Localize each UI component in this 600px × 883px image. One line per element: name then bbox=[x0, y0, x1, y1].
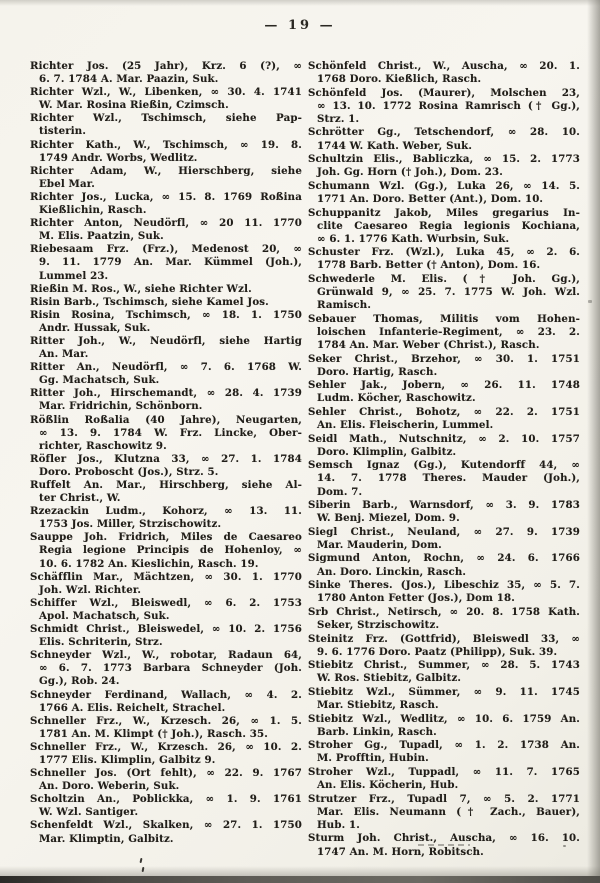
entry-line: W. Mar. Rosina Rießin, Czimsch. bbox=[39, 99, 229, 112]
entry-line: clite Caesareo Regia legionis Kochiana, bbox=[317, 219, 580, 232]
entry-line: 1749 Andr. Worbs, Wedlitz. bbox=[39, 151, 198, 164]
entry-line: 1778 Barb. Better († Anton), Dom. 16. bbox=[317, 259, 541, 272]
register-entry bbox=[308, 526, 580, 552]
entry-line: loischen Infanterie-Regiment, ∞ 23. 2. bbox=[317, 325, 580, 338]
register-entry bbox=[308, 60, 580, 86]
entry-line: Mar. Mauderin, Dom. bbox=[317, 538, 442, 551]
entry-line: Rießin M. Ros., W., siehe Richter Wzl. bbox=[30, 282, 252, 295]
entry-line: ∞ 6. 1. 1776 Kath. Wurbsin, Suk. bbox=[317, 232, 510, 245]
entry-line: Richter Adam, W., Hierschberg, siehe bbox=[30, 164, 302, 177]
entry-line: Mar. Klimptin, Galbitz. bbox=[39, 832, 174, 845]
register-entry bbox=[30, 479, 302, 505]
entry-line: Seidl Math., Nutschnitz, ∞ 2. 10. 1757 bbox=[308, 432, 580, 445]
entry-line: 9. 6. 1776 Doro. Paatz (Philipp), Suk. 39. bbox=[317, 645, 558, 658]
register-entry bbox=[308, 659, 580, 685]
register-entry bbox=[308, 379, 580, 405]
entry-line: Mar. Fridrichin, Schönborn. bbox=[39, 400, 203, 413]
register-entry bbox=[30, 453, 302, 479]
entry-line: Ritter An., Neudörfl, ∞ 7. 6. 1768 W. bbox=[30, 361, 302, 374]
register-entry bbox=[308, 207, 580, 246]
entry-line: ter Christ., W. bbox=[39, 492, 121, 505]
entry-line: Gg.), Rob. 24. bbox=[39, 675, 120, 688]
entry-line: Richter Kath., W., Tschimsch, ∞ 19. 8. bbox=[30, 138, 302, 151]
entry-line: Joh. Gg. Horn († Joh.), Dom. 23. bbox=[317, 166, 503, 179]
entry-line: Ruffelt An. Mar., Hirschberg, siehe Al- bbox=[30, 479, 302, 491]
ink-speck bbox=[588, 300, 592, 303]
entry-line: Hub. 1. bbox=[317, 818, 360, 831]
entry-line: ∞ 13. 9. 1784 W. Frz. Lincke, Ober- bbox=[39, 426, 302, 439]
entry-line: Riebesaam Frz. (Frz.), Medenost 20, ∞ bbox=[30, 243, 302, 256]
register-entry bbox=[308, 686, 580, 712]
entry-line: Richter Wzl., Tschimsch, siehe Pap- bbox=[30, 112, 302, 125]
register-column-right bbox=[308, 60, 580, 876]
entry-line: Srb Christ., Netirsch, ∞ 20. 8. 1758 Kath. bbox=[308, 605, 580, 618]
register-entry bbox=[30, 296, 302, 309]
entry-line: 6. 7. 1784 A. Mar. Paazin, Suk. bbox=[39, 73, 219, 86]
entry-line: Sehler Christ., Bohotz, ∞ 22. 2. 1751 bbox=[308, 405, 580, 418]
entry-line: Schönfeld Christ., W., Auscha, ∞ 20. 1. bbox=[308, 60, 580, 72]
entry-line: Strutzer Frz., Tupadl 7, ∞ 5. 2. 1771 bbox=[308, 792, 580, 805]
register-entry bbox=[308, 713, 580, 739]
entry-line: Seker, Strzischowitz. bbox=[317, 618, 440, 631]
entry-line: tisterin. bbox=[39, 125, 87, 138]
entry-line: Sehler Jak., Jobern, ∞ 26. 11. 1748 bbox=[308, 379, 580, 392]
pencil-dashes bbox=[418, 844, 470, 846]
scan-right-edge bbox=[587, 0, 600, 883]
scan-bottom-band bbox=[0, 876, 600, 883]
entry-line: Röfler Jos., Klutzna 33, ∞ 27. 1. 1784 bbox=[30, 452, 302, 465]
ink-speck bbox=[563, 845, 566, 847]
register-entry bbox=[308, 406, 580, 432]
entry-line: Joh. Wzl. Richter. bbox=[39, 583, 142, 596]
entry-line: Siegl Christ., Neuland, ∞ 27. 9. 1739 bbox=[308, 525, 580, 538]
entry-line: Sigmund Anton, Rochn, ∞ 24. 6. 1766 bbox=[308, 552, 580, 565]
entry-line: Sinke Theres. (Jos.), Libeschiz 35, ∞ 5. 7. bbox=[308, 579, 580, 592]
register-entry bbox=[30, 531, 302, 570]
entry-line: W. Ros. Stiebitz, Galbitz. bbox=[317, 672, 462, 685]
entry-line: Schwederle M. Elis. († Joh. Gg.), bbox=[308, 273, 580, 285]
entry-line: ∞ 6. 7. 1773 Barbara Schneyder (Joh. bbox=[39, 662, 302, 675]
register-entry bbox=[30, 86, 302, 112]
entry-line: Doro. Proboscht (Jos.), Strz. 5. bbox=[39, 465, 219, 478]
register-entry bbox=[308, 87, 580, 126]
scan-bottom-shadow bbox=[0, 866, 600, 876]
entry-line: Mar. Stiebitz, Rasch. bbox=[317, 699, 439, 711]
register-entry bbox=[30, 60, 302, 86]
entry-line: Rzezackin Ludm., Kohorz, ∞ 13. 11. bbox=[30, 505, 302, 518]
register-entry bbox=[30, 767, 302, 793]
entry-line: Siberin Barb., Warnsdorf, ∞ 3. 9. 1783 bbox=[308, 499, 580, 512]
register-entry bbox=[30, 793, 302, 819]
register-entry bbox=[30, 715, 302, 741]
entry-line: Elis. Schriterin, Strz. bbox=[39, 636, 163, 649]
entry-line: 1753 Jos. Miller, Strzischowitz. bbox=[39, 518, 222, 531]
register-entry bbox=[30, 623, 302, 649]
entry-line: Richter Jos. (25 Jahr), Krz. 6 (?), ∞ bbox=[30, 60, 302, 72]
entry-line: Schneyder Ferdinand, Wallach, ∞ 4. 2. bbox=[30, 688, 302, 701]
entry-line: Schenfeldt Wzl., Skalken, ∞ 27. 1. 1750 bbox=[30, 819, 302, 832]
entry-line: richter, Raschowitz 9. bbox=[39, 439, 167, 452]
register-entry bbox=[30, 741, 302, 767]
entry-line: Apol. Machatsch, Suk. bbox=[39, 609, 170, 622]
scan-top-edge bbox=[0, 0, 600, 6]
entry-line: Risin Barb., Tschimsch, siehe Kamel Jos. bbox=[30, 295, 269, 308]
entry-line: Andr. Hussak, Suk. bbox=[39, 321, 151, 334]
entry-line: Schneller Frz., W., Krzesch. 26, ∞ 1. 5. bbox=[30, 714, 302, 727]
entry-line: W. Benj. Miezel, Dom. 9. bbox=[317, 512, 460, 525]
entry-line: 1747 An. M. Horn, Robitsch. bbox=[317, 845, 484, 858]
entry-line: Schneller Jos. (Ort fehlt), ∞ 22. 9. 1767 bbox=[30, 767, 302, 780]
entry-line: ∞ 13. 10. 1772 Rosina Ramrisch († Gg.), bbox=[317, 99, 580, 112]
entry-line: Stiebitz Wzl., Wedlitz, ∞ 10. 6. 1759 An. bbox=[308, 712, 580, 725]
register-columns bbox=[30, 60, 580, 876]
entry-line: Schneller Frz., W., Krzesch. 26, ∞ 10. 2. bbox=[30, 740, 302, 753]
entry-line: Seker Christ., Brzehor, ∞ 30. 1. 1751 bbox=[308, 352, 580, 365]
register-entry bbox=[308, 499, 580, 525]
entry-line: An. Doro. Weberin, Suk. bbox=[39, 780, 180, 793]
entry-line: Dom. 7. bbox=[317, 485, 363, 498]
register-entry bbox=[30, 191, 302, 217]
entry-line: 10. 6. 1782 An. Kieslichin, Rasch. 19. bbox=[39, 557, 259, 570]
entry-line: Stiebitz Wzl., Sümmer, ∞ 9. 11. 1745 bbox=[308, 685, 580, 698]
entry-line: Sauppe Joh. Fridrich, Miles de Caesareo bbox=[30, 531, 302, 544]
entry-line: Ebel Mar. bbox=[39, 177, 95, 190]
entry-line: Schäfflin Mar., Mächtzen, ∞ 30. 1. 1770 bbox=[30, 570, 302, 583]
page-number: — 19 — bbox=[264, 18, 336, 33]
register-entry bbox=[308, 126, 580, 152]
entry-line: Ritter Joh., W., Neudörfl, siehe Hartig bbox=[30, 334, 302, 347]
register-entry bbox=[30, 505, 302, 531]
entry-line: Sturm Joh. Christ., Auscha, ∞ 16. 10. bbox=[308, 832, 580, 845]
entry-line: 1781 An. M. Klimpt († Joh.), Rasch. 35. bbox=[39, 727, 268, 740]
register-entry bbox=[308, 153, 580, 179]
entry-line: Risin Rosina, Tschimsch, ∞ 18. 1. 1750 bbox=[30, 308, 302, 321]
entry-line: Stroher Gg., Tupadl, ∞ 1. 2. 1738 An. bbox=[308, 739, 580, 752]
entry-line: Doro. Hartig, Rasch. bbox=[317, 365, 438, 378]
entry-line: An. Elis. Köcherin, Hub. bbox=[317, 779, 459, 792]
register-entry bbox=[30, 112, 302, 138]
entry-line: Mar. Elis. Neumann († Zach., Bauer), bbox=[317, 805, 580, 818]
entry-line: Regia legione Principis de Hohenloy, ∞ bbox=[39, 544, 302, 557]
register-entry bbox=[308, 246, 580, 272]
entry-line: Grünwald 9, ∞ 25. 7. 1775 W. Joh. Wzl. bbox=[317, 286, 580, 299]
entry-line: Strz. 1. bbox=[317, 112, 360, 125]
entry-line: Richter Anton, Neudörfl, ∞ 20 11. 1770 bbox=[30, 217, 302, 230]
entry-line: Gg. Machatsch, Suk. bbox=[39, 374, 160, 387]
register-entry bbox=[30, 361, 302, 387]
register-entry bbox=[30, 649, 302, 688]
register-entry bbox=[30, 414, 302, 453]
entry-line: 1744 W. Kath. Weber, Suk. bbox=[317, 139, 473, 152]
register-entry bbox=[308, 739, 580, 765]
entry-line: Sebauer Thomas, Militis vom Hohen- bbox=[308, 312, 580, 325]
entry-line: Stroher Wzl., Tuppadl, ∞ 11. 7. 1765 bbox=[308, 765, 580, 778]
entry-line: Schönfeld Jos. (Maurer), Molschen 23, bbox=[308, 86, 580, 99]
entry-line: Schiffer Wzl., Bleiswedl, ∞ 6. 2. 1753 bbox=[30, 596, 302, 609]
register-entry bbox=[30, 689, 302, 715]
register-entry bbox=[30, 139, 302, 165]
register-entry bbox=[308, 459, 580, 498]
register-entry bbox=[308, 606, 580, 632]
register-entry bbox=[308, 579, 580, 605]
entry-line: M. Elis. Paatzin, Suk. bbox=[39, 230, 164, 243]
entry-line: Semsch Ignaz (Gg.), Kutendorff 44, ∞ bbox=[308, 459, 580, 472]
entry-line: 1784 An. Mar. Weber (Christ.), Rasch. bbox=[317, 338, 540, 351]
entry-line: Ludm. Köcher, Raschowitz. bbox=[317, 392, 476, 405]
entry-line: Scholtzin An., Poblickka, ∞ 1. 9. 1761 bbox=[30, 793, 302, 806]
register-entry bbox=[308, 313, 580, 352]
register-entry bbox=[308, 273, 580, 312]
register-entry bbox=[308, 433, 580, 459]
entry-line: An. Elis. Fleischerin, Lummel. bbox=[317, 419, 494, 432]
entry-line: Steinitz Frz. (Gottfrid), Bleiswedl 33, ∞ bbox=[308, 632, 580, 645]
entry-line: Schumann Wzl. (Gg.), Luka 26, ∞ 14. 5. bbox=[308, 179, 580, 192]
register-entry bbox=[308, 766, 580, 792]
entry-line: 14. 7. 1778 Theres. Mauder (Joh.), bbox=[317, 472, 580, 485]
register-entry bbox=[30, 819, 302, 845]
entry-line: Richter Jos., Lucka, ∞ 15. 8. 1769 Roßina bbox=[30, 190, 302, 203]
entry-line: 1766 A. Elis. Reichelt, Strachel. bbox=[39, 701, 226, 714]
register-entry bbox=[30, 387, 302, 413]
entry-line: 9. 11. 1779 An. Mar. Kümmel (Joh.), bbox=[39, 256, 302, 269]
entry-line: Lummel 23. bbox=[39, 269, 109, 282]
register-entry bbox=[30, 309, 302, 335]
register-entry bbox=[30, 283, 302, 296]
entry-line: Schultzin Elis., Babliczka, ∞ 15. 2. 1773 bbox=[308, 153, 580, 166]
entry-line: Schneyder Wzl., W., robotar, Radaun 64, bbox=[30, 649, 302, 662]
entry-line: Schmidt Christ., Bleiswedel, ∞ 10. 2. 1756 bbox=[30, 623, 302, 636]
entry-line: Kießlichin, Rasch. bbox=[39, 204, 147, 217]
entry-line: Schuppanitz Jakob, Miles gregarius In- bbox=[308, 206, 580, 219]
register-entry bbox=[308, 180, 580, 206]
register-entry bbox=[30, 243, 302, 282]
register-entry bbox=[30, 571, 302, 597]
entry-line: M. Profftin, Hubin. bbox=[317, 752, 429, 765]
register-entry bbox=[30, 597, 302, 623]
register-entry bbox=[30, 335, 302, 361]
entry-line: Barb. Linkin, Rasch. bbox=[317, 725, 437, 738]
entry-line: 1780 Anton Fetter (Jos.), Dom 18. bbox=[317, 592, 515, 605]
entry-line: Ramisch. bbox=[317, 299, 372, 312]
register-entry bbox=[30, 217, 302, 243]
entry-line: 1777 Elis. Klimplin, Galbitz 9. bbox=[39, 753, 216, 766]
register-entry bbox=[30, 165, 302, 191]
entry-line: Stiebitz Christ., Summer, ∞ 28. 5. 1743 bbox=[308, 659, 580, 672]
register-column-left bbox=[30, 60, 302, 876]
entry-line: 1768 Doro. Kießlich, Rasch. bbox=[317, 73, 482, 86]
register-entry bbox=[308, 353, 580, 379]
entry-line: Ritter Joh., Hirschemandt, ∞ 28. 4. 1739 bbox=[30, 387, 302, 400]
entry-line: Doro. Klimplin, Galbitz. bbox=[317, 445, 457, 458]
entry-line: An. Mar. bbox=[39, 348, 89, 361]
entry-line: Rößlin Roßalia (40 Jahre), Neugarten, bbox=[30, 413, 302, 426]
entry-line: W. Wzl. Santiger. bbox=[39, 806, 139, 819]
register-entry bbox=[308, 633, 580, 659]
entry-line: 1771 An. Doro. Better (Ant.), Dom. 10. bbox=[317, 192, 544, 205]
entry-line: Richter Wzl., W., Libenken, ∞ 30. 4. 1741 bbox=[30, 86, 302, 99]
entry-line: An. Doro. Linckin, Rasch. bbox=[317, 565, 467, 578]
register-entry bbox=[308, 552, 580, 578]
entry-line: Schrötter Gg., Tetschendorf, ∞ 28. 10. bbox=[308, 126, 580, 139]
register-entry bbox=[308, 793, 580, 832]
entry-line: Schuster Frz. (Wzl.), Luka 45, ∞ 2. 6. bbox=[308, 246, 580, 259]
